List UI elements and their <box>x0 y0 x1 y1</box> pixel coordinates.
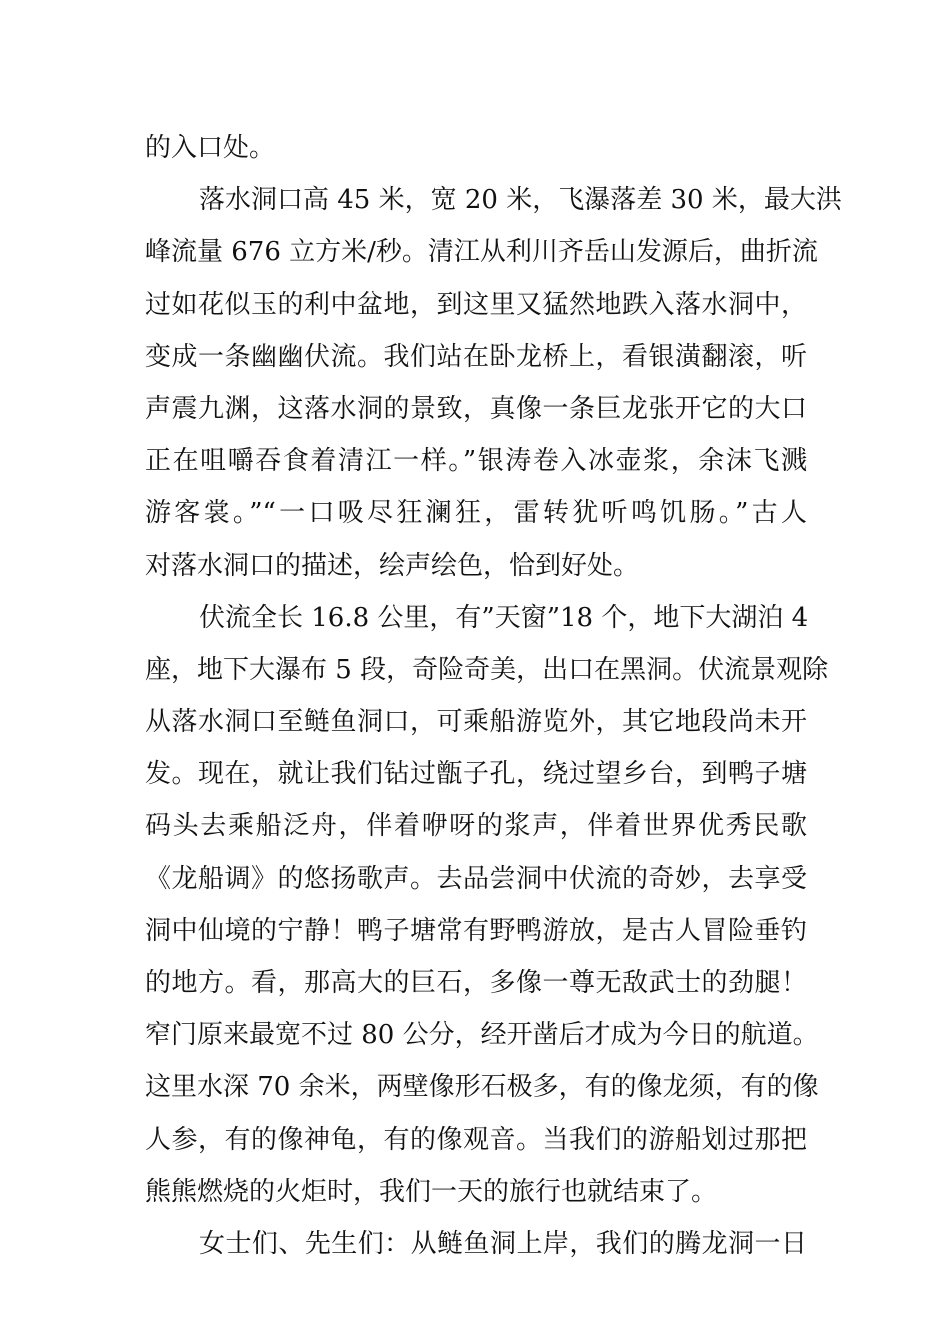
text-line: 正在咀嚼吞食着清江一样。”银涛卷入冰壶浆，余沫飞溅 <box>145 446 807 477</box>
text-line: 从落水洞口至鲢鱼洞口，可乘船游览外，其它地段尚未开 <box>145 707 807 738</box>
paragraph-first-line: 落水洞口高 45 米，宽 20 米，飞瀑落差 30 米，最大洪 <box>199 185 842 216</box>
text-line: 变成一条幽幽伏流。我们站在卧龙桥上，看银潢翻滚，听 <box>145 341 807 372</box>
text-line: 过如花似玉的利中盆地，到这里又猛然地跌入落水洞中， <box>145 289 807 320</box>
paragraph-first-line: 伏流全长 16.8 公里，有”天窗”18 个，地下大湖泊 4 <box>199 602 809 633</box>
text-line: 洞中仙境的宁静！鸭子塘常有野鸭游放，是古人冒险垂钓 <box>145 915 807 946</box>
text-line: 《龙船调》的悠扬歌声。去品尝洞中伏流的奇妙，去享受 <box>145 863 807 894</box>
text-line: 熊熊燃烧的火炬时，我们一天的旅行也就结束了。 <box>145 1176 718 1207</box>
text-line: 发。现在，就让我们钻过甑子孔，绕过望乡台，到鸭子塘 <box>145 759 807 790</box>
body-text <box>145 122 842 1270</box>
text-line: 声震九渊，这落水洞的景致，真像一条巨龙张开它的大口 <box>145 393 807 424</box>
text-line: 这里水深 70 余米，两壁像形石极多，有的像龙须，有的像 <box>145 1072 819 1103</box>
text-line: 游客裳。”“一口吸尽狂澜狂，雷转犹听鸣饥肠。”古人 <box>145 498 807 529</box>
text-line: 窄门原来最宽不过 80 公分，经开凿后才成为今日的航道。 <box>145 1020 819 1051</box>
text-line: 对落水洞口的描述，绘声绘色，恰到好处。 <box>145 550 640 581</box>
text-line: 的入口处。 <box>145 133 276 163</box>
text-line: 座，地下大瀑布 5 段，奇险奇美，出口在黑洞。伏流景观除 <box>145 654 829 685</box>
paragraph-first-line: 女士们、先生们：从鲢鱼洞上岸，我们的腾龙洞一日 <box>199 1228 807 1259</box>
text-line: 峰流量 676 立方米/秒。清江从利川齐岳山发源后，曲折流 <box>145 237 818 268</box>
text-line: 码头去乘船泛舟，伴着咿呀的浆声，伴着世界优秀民歌 <box>145 811 807 842</box>
text-line: 人参，有的像神龟，有的像观音。当我们的游船划过那把 <box>145 1124 807 1155</box>
text-line: 的地方。看，那高大的巨石，多像一尊无敌武士的劲腿！ <box>145 968 807 998</box>
